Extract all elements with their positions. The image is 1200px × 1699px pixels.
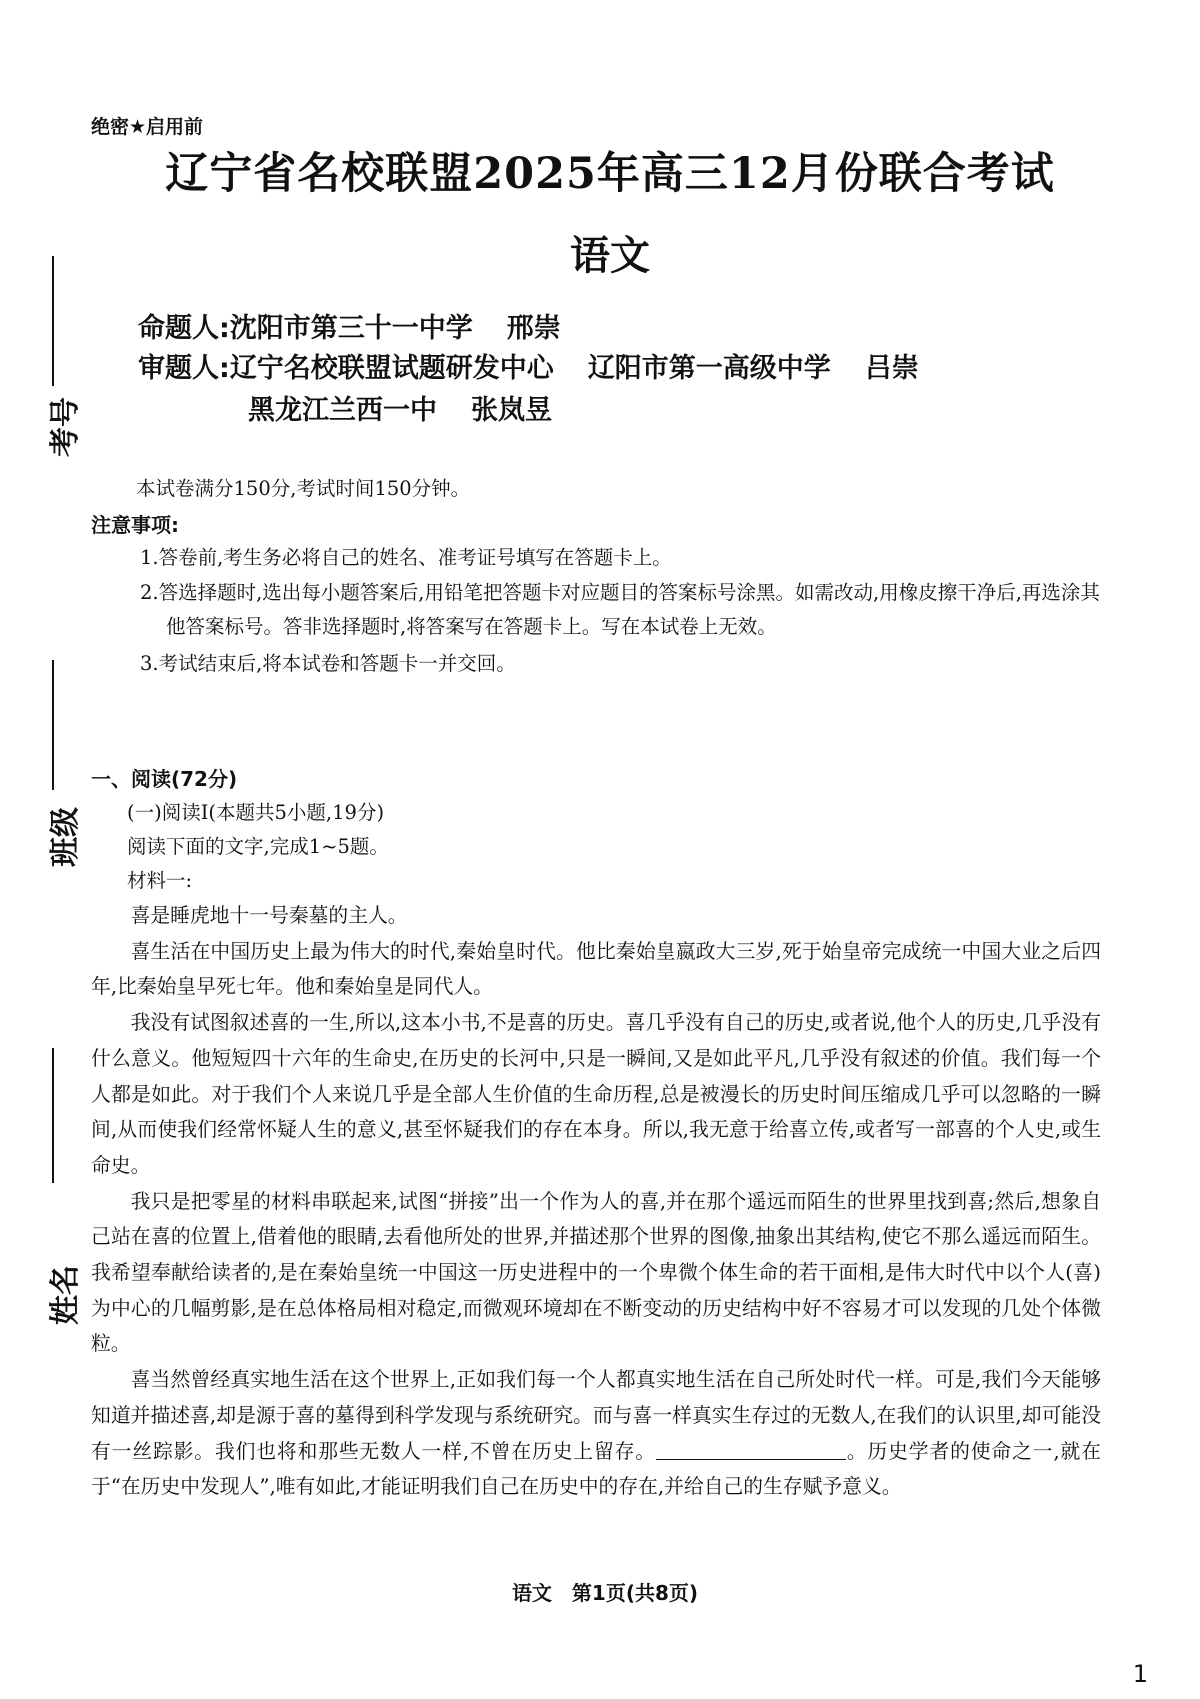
exam-no-label: 考号 — [48, 397, 83, 457]
passage-paragraph: 我没有试图叙述喜的一生,所以,这本小书,不是喜的历史。喜几乎没有自己的历史,或者说,他个人的历史,几乎没有什么意义。他短短四十六年的生命史,在历史的长河中,只是一瞬间,又是如此平凡,几乎没有叙述的价值。我们每一个人都是如此。对于我们个人来说几乎是全部人生价值的生命历程,总是被漫长的历史时间压缩成几乎可以忽略的一瞬间,从而使我们经常怀疑人生的意义,甚至怀疑我们的存在本身。所以,我无意于给喜立传,或者写一部喜的个人史,或生命史。 — [91, 1011, 1101, 1177]
notice-item: 1.答卷前,考生务必将自己的姓名、准考证号填写在答题卡上。 — [140, 546, 672, 569]
school-line[interactable] — [52, 1048, 54, 1183]
setter-line — [138, 306, 561, 345]
notice-list — [140, 541, 1100, 681]
part-instruction: 阅读下面的文字,完成1~5题。 — [127, 835, 389, 858]
passage-paragraph — [91, 1362, 1101, 1505]
page-number: 1 — [1132, 1660, 1148, 1688]
reviewer-line — [138, 346, 919, 385]
reviewer-label: 审题人: — [138, 353, 230, 384]
notice-item: 2.答选择题时,选出每小题答案后,用铅笔把答题卡对应题目的答案标号涂黑。如需改动,用橡皮擦干净后,再选涂其他答案标号。答非选择题时,将答案写在答题卡上。写在本试卷上无效。 — [140, 580, 1100, 638]
fill-in-blank[interactable] — [656, 1439, 846, 1460]
subject-title: 语文 — [570, 232, 650, 279]
passage-paragraph: 喜生活在中国历史上最为伟大的时代,秦始皇时代。他比秦始皇嬴政大三岁,死于始皇帝完成统一中国大业之后四年,比秦始皇早死七年。他和秦始皇是同代人。 — [91, 939, 1101, 999]
name-label: 姓名 — [48, 1265, 83, 1325]
reviewer-org-1: 辽宁名校联盟试题研发中心 — [229, 353, 554, 384]
confidential-mark: 绝密★启用前 — [91, 116, 204, 138]
setter-name: 邢崇 — [506, 313, 561, 344]
notice-title: 注意事项: — [91, 513, 179, 537]
exam-title: 辽宁省名校联盟2025年高三12月份联合考试 — [165, 149, 1055, 199]
passage-paragraph: 我只是把零星的材料串联起来,试图“拼接”出一个作为人的喜,并在那个遥远而陌生的世界里找到喜;然后,想象自己站在喜的位置上,借着他的眼睛,去看他所处的世界,并描述那个世界的图像,抽象出其结构,使它不那么遥远而陌生。我希望奉献给读者的,是在秦始皇统一中国这一历史进程中的一个卑微个体生命的若干面相,是伟大时代中以个人(喜)为中心的几幅剪影,是在总体格局相对稳定,而微观环境却在不断变动的历史结构中好不容易才可以发现的几处个体微粒。 — [91, 1189, 1101, 1356]
setter-org: 命题人:沈阳市第三十一中学 — [138, 313, 473, 344]
reviewer-org-2: 辽阳市第一高级中学 — [587, 353, 831, 384]
reviewer-org-3: 黑龙江兰西一中 — [248, 395, 437, 426]
page-footer: 语文 第1页(共8页) — [511, 1581, 699, 1605]
reviewer-name-2: 吕崇 — [864, 353, 919, 384]
passage-paragraph: 喜是睡虎地十一号秦墓的主人。 — [130, 904, 408, 927]
passage-text: 。历史学者的使命之一,就在于“在历史中发现人”,唯有如此,才能证明我们自己在历史中的存在,并给自己的生存赋予意义。 — [91, 1439, 1101, 1499]
reading-passage — [91, 898, 1101, 1505]
reviewer-line-2 — [248, 388, 552, 427]
class-label: 班级 — [48, 807, 83, 867]
reviewer-name-3: 张岚昱 — [471, 395, 552, 426]
exam-intro: 本试卷满分150分,考试时间150分钟。 — [136, 477, 471, 500]
part-title: (一)阅读Ⅰ(本题共5小题,19分) — [127, 801, 385, 824]
material-label: 材料一: — [127, 869, 193, 892]
passage-text: 喜当然曾经真实地生活在这个世界上,正如我们每一个人都真实地生活在自己所处时代一样。可是,我们今天能够知道并描述喜,却是源于喜的墓得到科学发现与系统研究。而与喜一样真实生存过的无数人,在我们的认识里,却可能没有一丝踪影。我们也将和那些无数人一样,不曾在历史上留存。 — [91, 1368, 1101, 1463]
section-title: 一、阅读(72分) — [91, 767, 238, 791]
notice-item: 3.考试结束后,将本试卷和答题卡一并交回。 — [140, 651, 516, 675]
